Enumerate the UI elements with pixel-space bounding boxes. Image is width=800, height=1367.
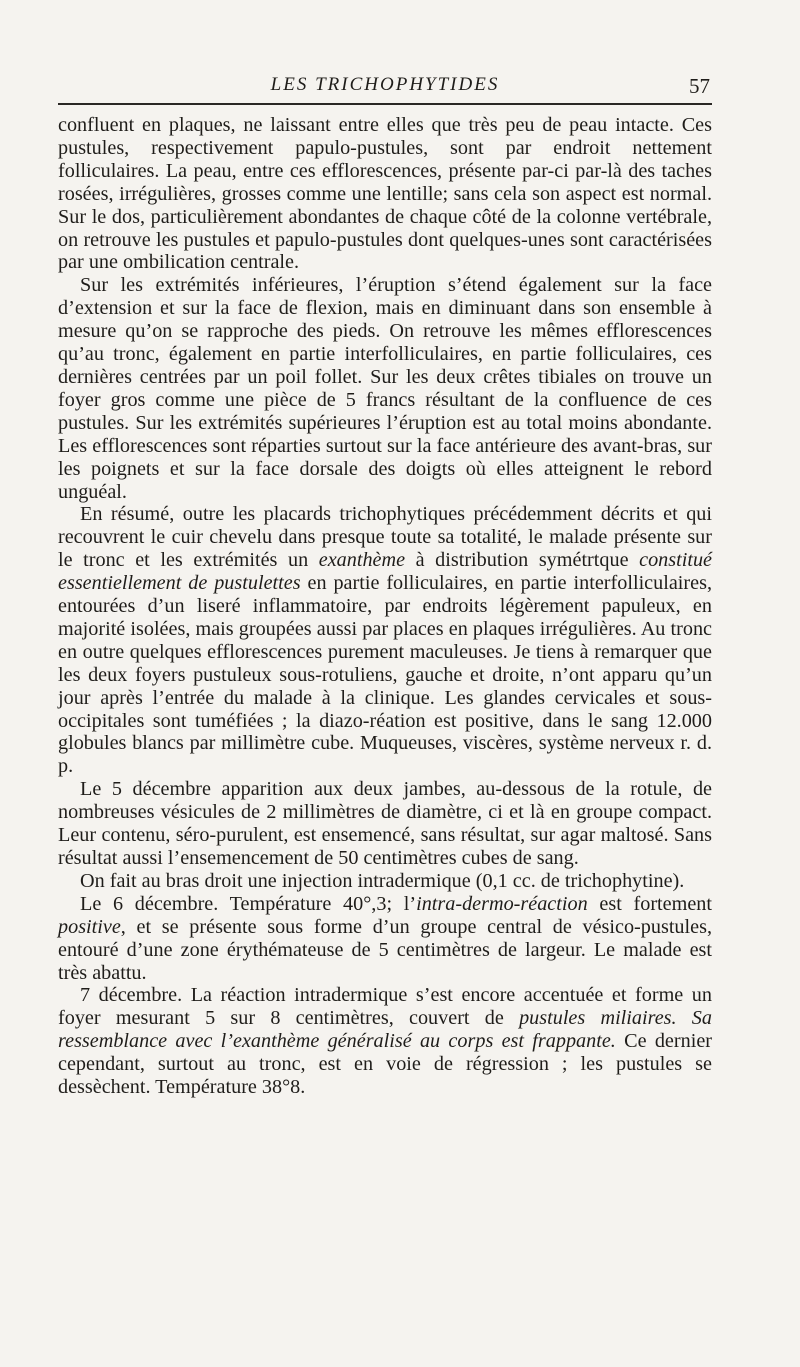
- running-header: [58, 70, 712, 104]
- para7-italic-pustules: pustules miliaires. Sa ressemblance avec l’exanthème généralisé au corps est frappante.: [58, 1007, 712, 1053]
- body-text: [58, 114, 712, 1099]
- para3-text-a: En résumé, outre les placards trichophytiques précédemment décrits et qui recouvrent le cuir chevelu dans presque toute sa totalité, le malade présente sur le tronc et les extrémités un: [58, 503, 712, 572]
- para6-text-e: , et se présente sous forme d’un groupe central de vésico-pustules, entouré d’une zone érythémateuse de 5 centimètres de largeur. Le malade est très abattu.: [58, 915, 712, 984]
- para6-text-c: est fortement: [587, 892, 712, 915]
- paragraph-7: [58, 984, 712, 1099]
- paragraph-5: On fait au bras droit une injection intradermique (0,1 cc. de trichophytine).: [80, 869, 685, 892]
- running-title: LES TRICHOPHYTIDES: [270, 74, 500, 95]
- para3-italic-constitue: constitué essentiellement de pustulettes: [58, 549, 712, 595]
- paragraph-3: [58, 503, 712, 778]
- para6-italic-positive: positive: [58, 915, 121, 938]
- paragraph-6: [58, 893, 712, 985]
- paragraph-1: confluent en plaques, ne laissant entre elles que très peu de peau intacte. Ces pustules, respectivement papulo-pustules, sont par endroit nettement folliculaires. La peau, entre ces efflorescences, présente par-ci par-là des taches rosées, irrégulières, grosses comme une lentille; sans cela son aspect est normal. Sur le dos, particulièrement abondantes de chaque côté de la colonne vertébrale, on retrouve les pustules et papulo-pustules dont quelques-unes sont caractérisées par une ombilication centrale.: [58, 114, 712, 274]
- para3-italic-exantheme: exanthème: [318, 549, 406, 572]
- para7-text-a: 7 décembre. La réaction intradermique s’est encore accentuée et forme un foyer mesurant 5 sur 8 centimètres, couvert de: [58, 984, 712, 1030]
- page-number: 57: [689, 74, 710, 98]
- paragraph-4: Le 5 décembre apparition aux deux jambes, au-dessous de la rotule, de nombreuses vésicules de 2 millimètres de diamètre, ci et là en groupe compact. Leur contenu, séro-purulent, est ensemencé, sans résultat, sur agar maltosé. Sans résultat aussi l’ensemencement de 50 centimètres cubes de sang.: [58, 778, 712, 869]
- para3-text-c: à distribution symétrtque: [405, 549, 640, 572]
- para6-italic-idr: intra-dermo-réaction: [416, 892, 588, 915]
- para6-text-a: Le 6 décembre. Température 40°,3; l’: [80, 892, 417, 915]
- para3-text-e: en partie folliculaires, en partie interfolliculaires, entourées d’un liseré inflammatoire, par endroits légèrement papuleux, en majorité isolées, mais groupées aussi par places en plaques irrégulières. Au tronc en outre quelques efflorescences purement maculeuses. Je tiens à remarquer que les deux foyers pustuleux sous-rotuliens, gauche et droite, n’ont apparu qu’un jour après l’entrée du malade à la clinique. Les glandes cervicales et sous-occipitales sont tuméfiées ; la diazo-réation est positive, dans le sang 12.000 globules blancs par millimètre cube. Muqueuses, viscères, système nerveux r. d. p.: [58, 572, 712, 778]
- header-rule: [58, 103, 712, 105]
- paragraph-2: Sur les extrémités inférieures, l’éruption s’étend également sur la face d’extension et sur la face de flexion, mais en diminuant dans son ensemble à mesure qu’on se rapproche des pieds. On retrouve les mêmes efflorescences qu’au tronc, également en partie interfolliculaires, en partie folliculaires, ces dernières centrées par un poil follet. Sur les deux crêtes tibiales on trouve un foyer gros comme une pièce de 5 francs résultant de la confluence de ces pustules. Sur les extrémités supérieures l’éruption est au total moins abondante. Les efflorescences sont réparties surtout sur la face antérieure des avant-bras, sur les poignets et sur la face dorsale des doigts où elles atteignent le rebord unguéal.: [58, 274, 712, 503]
- para7-text-c: Ce dernier cependant, surtout au tronc, est en voie de régression ; les pustules se dessèchent. Température 38°8.: [58, 1030, 712, 1099]
